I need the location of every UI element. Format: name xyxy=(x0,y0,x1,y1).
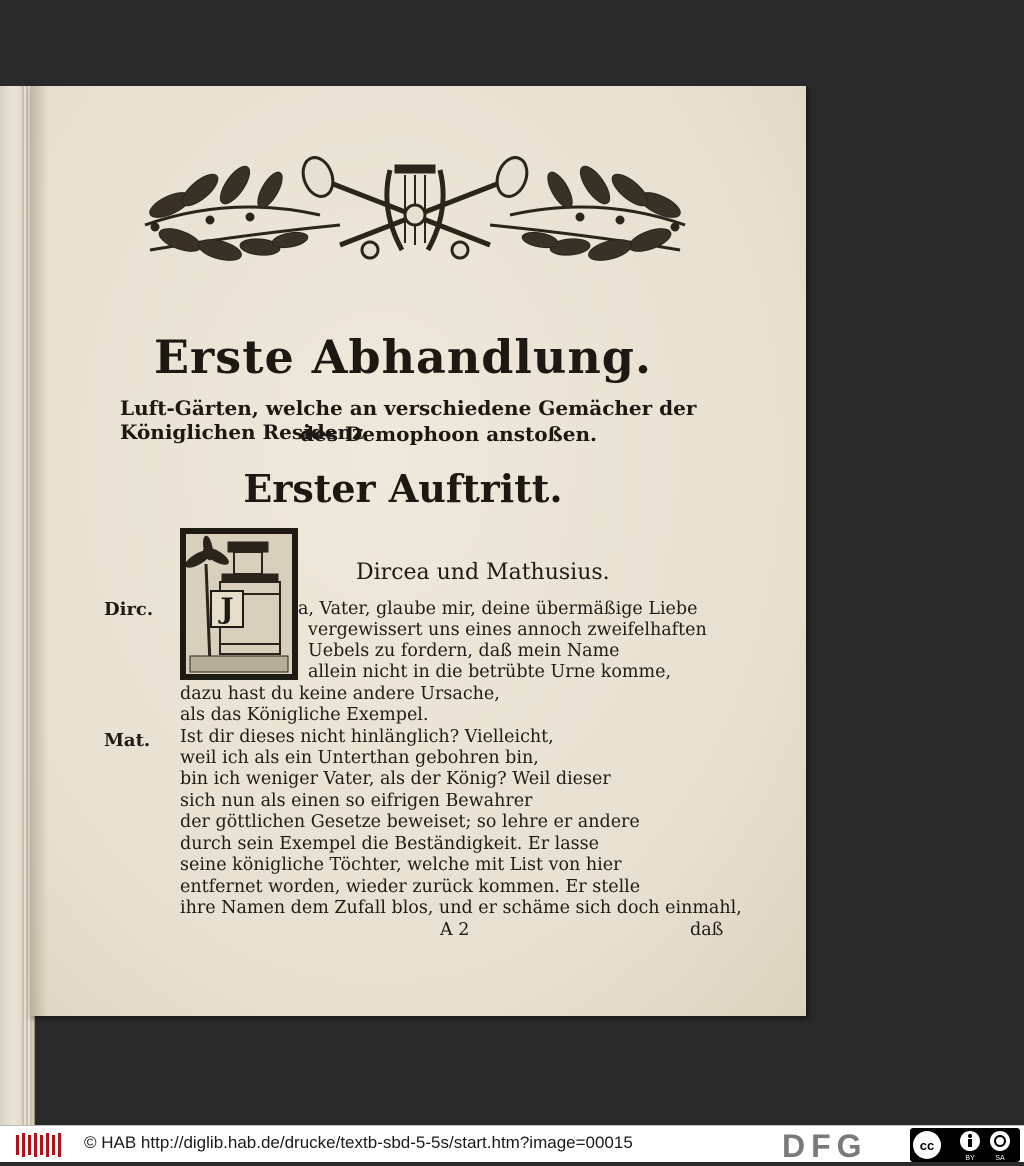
text-line: sich nun als einen so eifrigen Bewahrer xyxy=(180,791,533,811)
hab-logo-icon[interactable] xyxy=(14,1131,66,1159)
speaker-label: Mat. xyxy=(104,730,151,751)
text-line: Uebels zu fordern, daß mein Name xyxy=(308,641,620,661)
setting-line-2: des Demophoon anstoßen. xyxy=(300,422,597,446)
text-line: ihre Namen dem Zufall blos, und er schäme sich doch einmahl, xyxy=(180,898,742,918)
text-line: der göttlichen Gesetze beweiset; so lehre er andere xyxy=(180,812,640,832)
svg-text:BY: BY xyxy=(965,1155,975,1162)
initial-letter: J xyxy=(210,590,244,628)
dfg-logo[interactable] xyxy=(780,1129,898,1161)
text-line: seine königliche Töchter, welche mit List von hier xyxy=(180,855,622,875)
footer-bar xyxy=(0,1125,1024,1162)
text-line: durch sein Exempel die Beständigkeit. Er lasse xyxy=(180,834,599,854)
catchword: daß xyxy=(690,920,724,940)
text-line: entfernet worden, wieder zurück kommen. Er stelle xyxy=(180,877,641,897)
signature-mark: A 2 xyxy=(440,920,470,940)
ornament-vignette xyxy=(140,155,690,270)
decorated-initial xyxy=(180,528,298,680)
text-line: bin ich weniger Vater, als der König? Weil dieser xyxy=(180,769,611,789)
text-line: Ist dir dieses nicht hinlänglich? Vielleicht, xyxy=(180,727,554,747)
text-line: allein nicht in die betrübte Urne komme, xyxy=(308,662,672,682)
text-line: vergewissert uns eines annoch zweifelhaften xyxy=(308,620,707,640)
speaker-label: Dirc. xyxy=(104,599,154,620)
text-line: dazu hast du keine andere Ursache, xyxy=(180,684,500,704)
character-heading: Dircea und Mathusius. xyxy=(356,560,610,585)
text-line: weil ich als ein Unterthan gebohren bin, xyxy=(180,748,539,768)
svg-text:SA: SA xyxy=(995,1155,1005,1162)
gutter-shadow xyxy=(30,86,48,1016)
creative-commons-icon xyxy=(910,1128,1020,1162)
text-line: als das Königliche Exempel. xyxy=(180,705,429,725)
scene-heading: Erster Auftritt. xyxy=(243,466,563,511)
text-line: a, Vater, glaube mir, deine übermäßige Liebe xyxy=(298,599,698,619)
page-title: Erste Abhandlung. xyxy=(154,330,652,384)
setting-line-1: Luft-Gärten, welche an verschiedene Gemächer der Königlichen Residenz xyxy=(120,396,697,444)
license-badge[interactable] xyxy=(910,1128,1020,1162)
svg-text:DFG: DFG xyxy=(782,1129,868,1161)
source-credit-link[interactable]: © HAB http://diglib.hab.de/drucke/textb-sbd-5-5s/start.htm?image=00015 xyxy=(84,1133,633,1152)
svg-text:cc: cc xyxy=(919,1138,935,1153)
